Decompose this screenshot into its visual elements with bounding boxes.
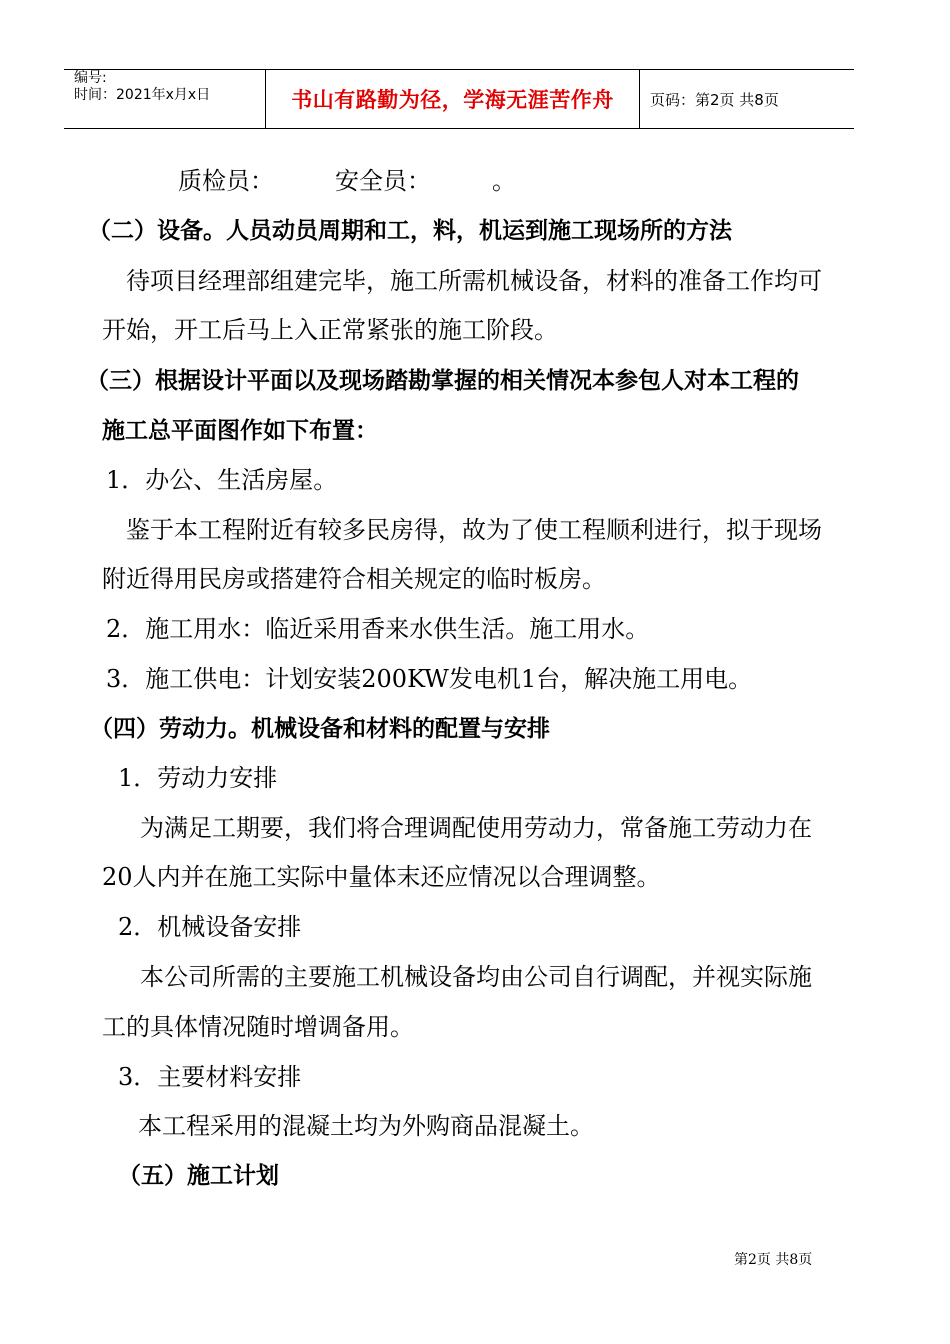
paragraph-2-line-1: 待项目经理部组建完毕，施工所需机械设备，材料的准备工作均可 — [126, 267, 822, 295]
paragraph-2-line-2: 开始，开工后马上入正常紧张的施工阶段。 — [102, 316, 558, 344]
paragraph-3-line-2: 附近得用民房或搭建符合相关规定的临时板房。 — [102, 565, 606, 593]
section-5-heading: （五）施工计划 — [118, 1163, 279, 1189]
subsection-2: 2．机械设备安排 — [118, 913, 302, 941]
header-motto: 书山有路勤为径，学海无涯苦作舟 — [266, 70, 640, 128]
item-2: 2．施工用水：临近采用香来水供生活。施工用水。 — [106, 615, 650, 643]
header-meta — [64, 70, 266, 128]
document-number-label: 编号: — [74, 70, 107, 86]
section-2-heading: （二）设备。人员动员周期和工，料，机运到施工现场所的方法 — [88, 218, 732, 244]
section-3-heading-line-1: （三）根据设计平面以及现场踏勘掌握的相关情况本参包人对本工程的 — [86, 368, 799, 394]
paragraph-4-line-1: 为满足工期要，我们将合理调配使用劳动力，常备施工劳动力在 — [140, 814, 812, 842]
item-3: 3．施工供电：计划安装200KW发电机1台，解决施工用电。 — [106, 665, 753, 693]
item-1: 1．办公、生活房屋。 — [106, 466, 338, 494]
paragraph-4-line-2: 20人内并在施工实际中量体末还应情况以合理调整。 — [102, 863, 661, 891]
subsection-3: 3．主要材料安排 — [118, 1063, 302, 1091]
inspector-line: 质检员： 安全员： 。 — [178, 167, 517, 195]
paragraph-5-line-1: 本公司所需的主要施工机械设备均由公司自行调配，并视实际施 — [140, 963, 812, 991]
section-3-heading-line-2: 施工总平面图作如下布置： — [102, 418, 378, 444]
paragraph-6: 本工程采用的混凝土均为外购商品混凝土。 — [138, 1112, 594, 1140]
page-footer: 第2页 共8页 — [734, 1252, 813, 1268]
page-header — [64, 69, 854, 129]
paragraph-5-line-2: 工的具体情况随时增调备用。 — [102, 1013, 414, 1041]
subsection-1: 1．劳动力安排 — [118, 764, 278, 792]
paragraph-3-line-1: 鉴于本工程附近有较多民房得，故为了使工程顺利进行，拟于现场 — [126, 516, 822, 544]
document-time-label: 时间：2021年x月x日 — [74, 87, 211, 103]
section-4-heading: （四）劳动力。机械设备和材料的配置与安排 — [90, 716, 550, 742]
header-page-info: 页码：第2页 共8页 — [650, 90, 779, 109]
